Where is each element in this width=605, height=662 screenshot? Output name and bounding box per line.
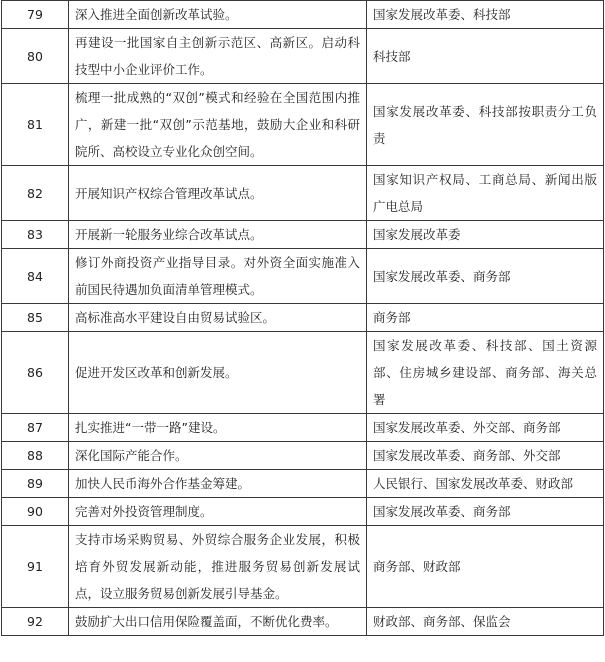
table-row (2, 304, 604, 332)
table-row (2, 414, 604, 442)
task-cell: 再建设一批国家自主创新示范区、高新区。启动科技型中小企业评价工作。 (69, 29, 367, 84)
task-cell: 扎实推进“一带一路”建设。 (69, 414, 367, 442)
row-number-cell: 86 (2, 332, 69, 414)
task-cell: 修订外商投资产业指导目录。对外资全面实施准入前国民待遇加负面清单管理模式。 (69, 249, 367, 304)
row-number-cell: 79 (2, 1, 69, 29)
task-cell: 深化国际产能合作。 (69, 442, 367, 470)
department-cell: 商务部 (367, 304, 604, 332)
department-cell: 国家发展改革委、商务部 (367, 498, 604, 526)
table-row (2, 221, 604, 249)
department-cell: 国家发展改革委、科技部 (367, 1, 604, 29)
task-cell: 梳理一批成熟的“双创”模式和经验在全国范围内推广，新建一批“双创”示范基地，鼓励大企业和科研院所、高校设立专业化众创空间。 (69, 84, 367, 166)
table-body (2, 1, 604, 636)
table-row (2, 332, 604, 414)
department-cell: 国家发展改革委、科技部、国土资源部、住房城乡建设部、商务部、海关总署 (367, 332, 604, 414)
department-cell: 国家知识产权局、工商总局、新闻出版广电总局 (367, 166, 604, 221)
department-cell: 商务部、财政部 (367, 526, 604, 608)
table-row (2, 29, 604, 84)
task-cell: 支持市场采购贸易、外贸综合服务企业发展，积极培育外贸发展新动能，推进服务贸易创新发展试点，设立服务贸易创新发展引导基金。 (69, 526, 367, 608)
row-number-cell: 92 (2, 608, 69, 636)
row-number-cell: 90 (2, 498, 69, 526)
department-cell: 国家发展改革委、外交部、商务部 (367, 414, 604, 442)
table-row (2, 249, 604, 304)
table-row (2, 84, 604, 166)
task-cell: 深入推进全面创新改革试验。 (69, 1, 367, 29)
task-cell: 促进开发区改革和创新发展。 (69, 332, 367, 414)
table-row (2, 442, 604, 470)
table-row (2, 608, 604, 636)
row-number-cell: 82 (2, 166, 69, 221)
department-cell: 人民银行、国家发展改革委、财政部 (367, 470, 604, 498)
row-number-cell: 80 (2, 29, 69, 84)
task-cell: 开展知识产权综合管理改革试点。 (69, 166, 367, 221)
row-number-cell: 91 (2, 526, 69, 608)
table-row (2, 166, 604, 221)
row-number-cell: 84 (2, 249, 69, 304)
department-cell: 国家发展改革委、商务部 (367, 249, 604, 304)
table-row (2, 470, 604, 498)
task-cell: 鼓励扩大出口信用保险覆盖面，不断优化费率。 (69, 608, 367, 636)
row-number-cell: 87 (2, 414, 69, 442)
row-number-cell: 83 (2, 221, 69, 249)
row-number-cell: 81 (2, 84, 69, 166)
department-cell: 国家发展改革委、科技部按职责分工负责 (367, 84, 604, 166)
policy-task-table (1, 0, 604, 636)
department-cell: 科技部 (367, 29, 604, 84)
department-cell: 财政部、商务部、保监会 (367, 608, 604, 636)
task-cell: 开展新一轮服务业综合改革试点。 (69, 221, 367, 249)
task-cell: 加快人民币海外合作基金筹建。 (69, 470, 367, 498)
row-number-cell: 85 (2, 304, 69, 332)
table-row (2, 498, 604, 526)
task-cell: 完善对外投资管理制度。 (69, 498, 367, 526)
table-row (2, 1, 604, 29)
task-cell: 高标准高水平建设自由贸易试验区。 (69, 304, 367, 332)
table-row (2, 526, 604, 608)
row-number-cell: 88 (2, 442, 69, 470)
department-cell: 国家发展改革委 (367, 221, 604, 249)
row-number-cell: 89 (2, 470, 69, 498)
department-cell: 国家发展改革委、商务部、外交部 (367, 442, 604, 470)
